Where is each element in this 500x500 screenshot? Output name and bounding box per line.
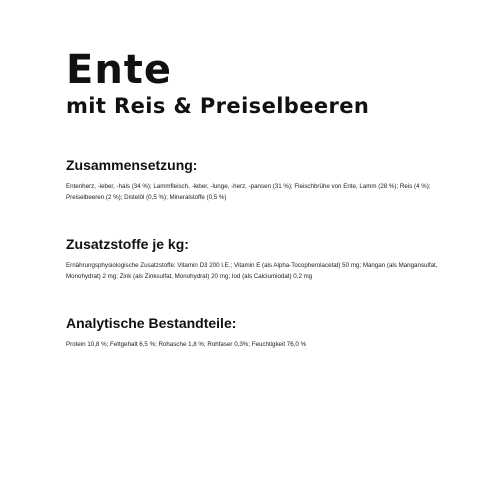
analytical-heading: Analytische Bestandteile: [66,315,237,331]
additives-section [66,236,446,282]
additives-text: Ernährungsphysiologische Zusatzstoffe: Vitamin D3 200 I.E.; Vitamin E (als Alpha-Tocopherolacetat) 50 mg; Mangan (als Mangansulfat, Monohydrat) 2 mg; Zink (als Zinksulfat, Monohydrat) 20 mg; Iod (als Calciumiodat) 0,2 mg [66,262,438,280]
analytical-text: Protein 10,8 %; Fettgehalt 6,5 %; Rohasche 1,8 %; Rohfaser 0,3%; Feuchtigkeit 76,0 % [66,341,307,348]
composition-heading: Zusammensetzung: [66,157,198,173]
composition-text: Entenherz, -leber, -hals (34 %); Lammfleisch, -leber, -lunge, -herz, -pansen (31 %); Fleischbrühe von Ente, Lamm (28 %); Reis (4 %); Preiselbeeren (2 %); Distelöl (0,5 %); Mineralstoffe (0,5 %) [66,183,431,201]
composition-section [66,157,446,203]
additives-heading: Zusatzstoffe je kg: [66,236,189,252]
analytical-section [66,315,446,350]
product-subtitle: mit Reis & Preiselbeeren [66,94,370,118]
product-title: Ente [66,47,173,93]
